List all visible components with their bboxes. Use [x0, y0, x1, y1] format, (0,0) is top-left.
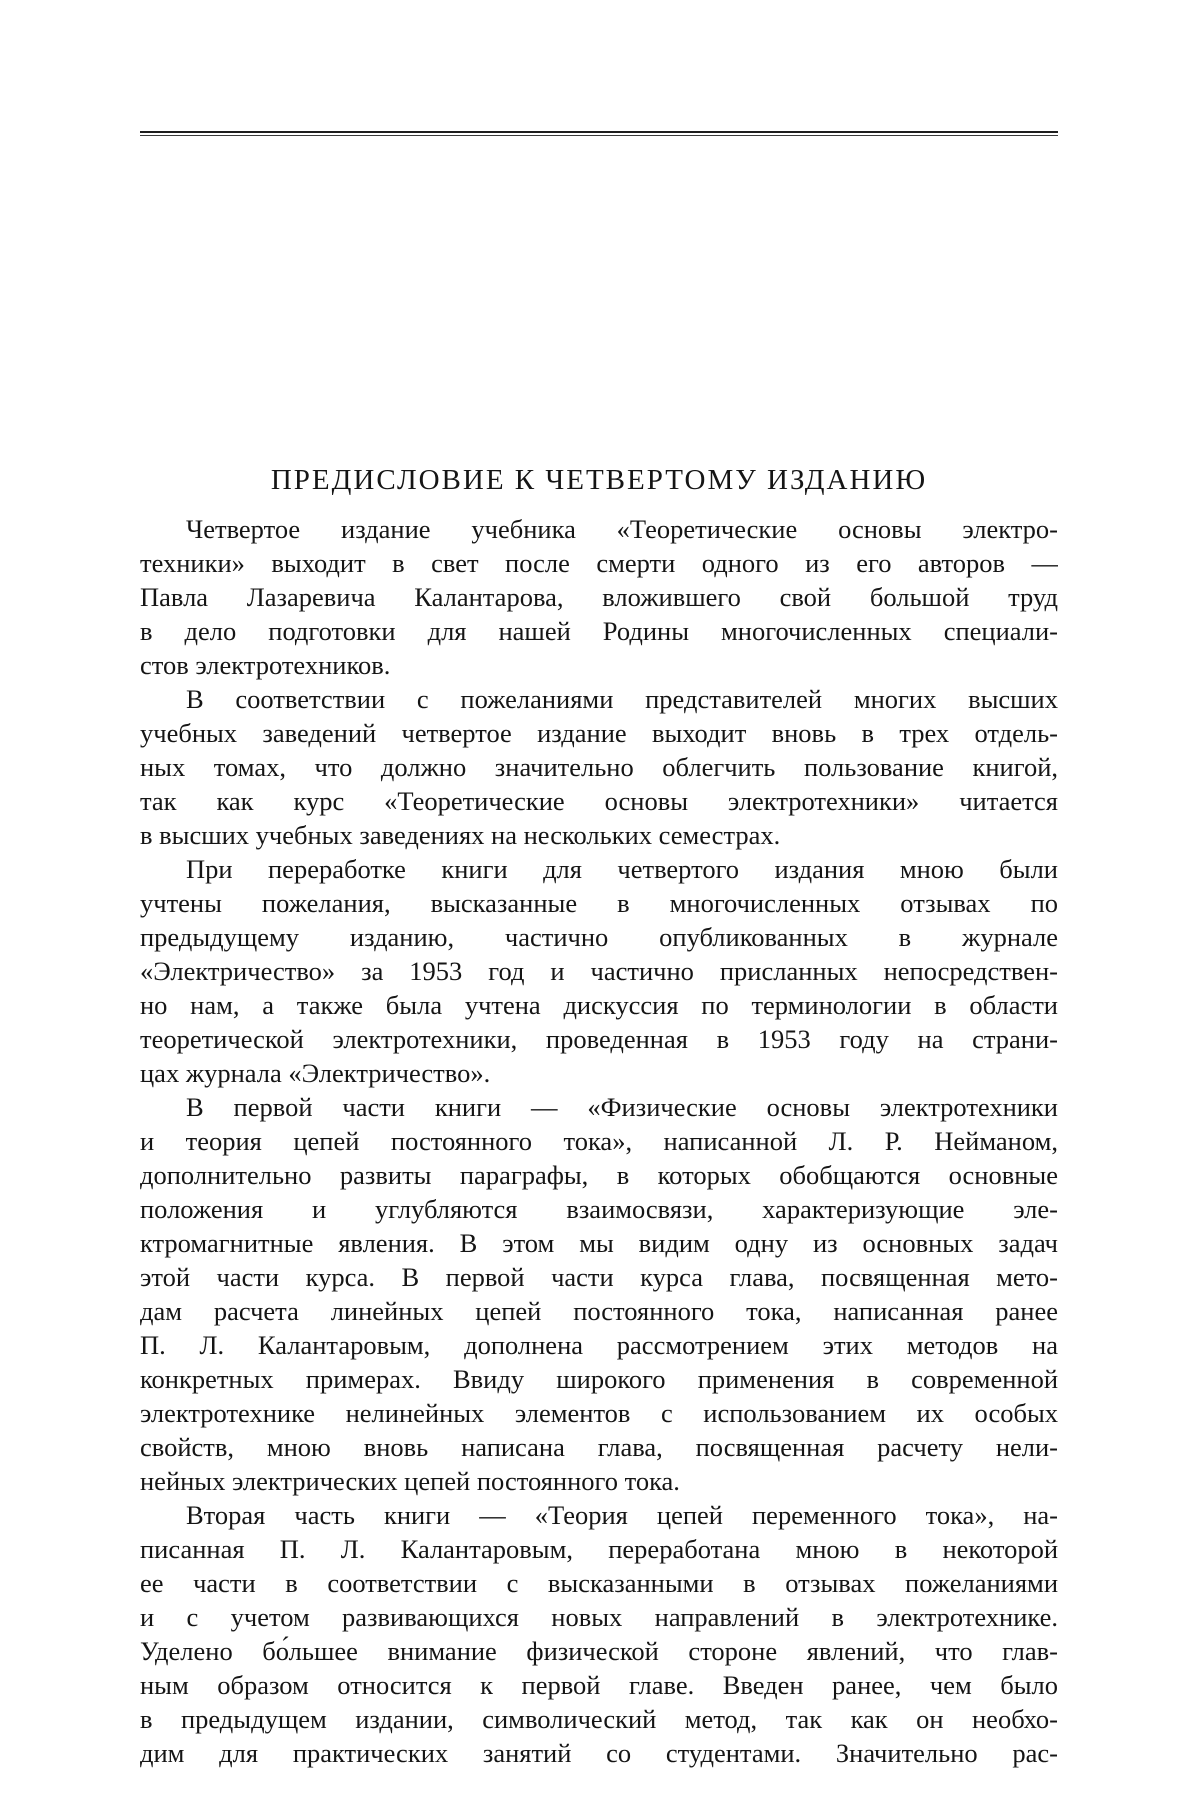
- text-line: техники» выходит в свет после смерти одного из его авторов —: [140, 548, 1058, 578]
- text-line: так как курс «Теоретические основы электротехники» читается: [140, 786, 1058, 816]
- text-line: в предыдущем издании, символический метод, так как он необхо-: [140, 1704, 1058, 1734]
- text-line: но нам, а также была учтена дискуссия по терминологии в области: [140, 990, 1058, 1020]
- text-line: конкретных примерах. Ввиду широкого применения в современной: [140, 1364, 1058, 1394]
- text-line: «Электричество» за 1953 год и частично присланных непосредствен-: [140, 956, 1058, 986]
- text-line: и теория цепей постоянного тока», написанной Л. Р. Нейманом,: [140, 1126, 1058, 1156]
- text-line: учтены пожелания, высказанные в многочисленных отзывах по: [140, 888, 1058, 918]
- text-line: писанная П. Л. Калантаровым, переработана мною в некоторой: [140, 1534, 1058, 1564]
- text-line: свойств, мною вновь написана глава, посвященная расчету нели-: [140, 1432, 1058, 1462]
- text-line: П. Л. Калантаровым, дополнена рассмотрением этих методов на: [140, 1330, 1058, 1360]
- text-line: нейных электрических цепей постоянного тока.: [140, 1466, 680, 1496]
- text-line: При переработке книги для четвертого издания мною были: [186, 854, 1058, 884]
- text-line: Павла Лазаревича Калантарова, вложившего свой большой труд: [140, 582, 1058, 612]
- text-line: и с учетом развивающихся новых направлений в электротехнике.: [140, 1602, 1058, 1632]
- text-line: Уделено бо́льшее внимание физической стороне явлений, что глав-: [140, 1636, 1058, 1666]
- text-line: в высших учебных заведениях на нескольких семестрах.: [140, 820, 781, 850]
- rule-line-thick: [140, 131, 1058, 133]
- text-line: Четвертое издание учебника «Теоретические основы электро-: [186, 514, 1058, 544]
- text-line: предыдущему изданию, частично опубликованных в журнале: [140, 922, 1058, 952]
- text-line: стов электротехников.: [140, 650, 391, 680]
- text-line: Вторая часть книги — «Теория цепей переменного тока», на-: [186, 1500, 1058, 1530]
- text-line: теоретической электротехники, проведенная в 1953 году на страни-: [140, 1024, 1058, 1054]
- rule-line-thin: [140, 135, 1058, 136]
- top-rule: [140, 130, 1058, 138]
- text-line: дим для практических занятий со студентами. Значительно рас-: [140, 1738, 1058, 1768]
- page-title: ПРЕДИСЛОВИЕ К ЧЕТВЕРТОМУ ИЗДАНИЮ: [270, 464, 928, 496]
- text-line: учебных заведений четвертое издание выходит вновь в трех отдель-: [140, 718, 1058, 748]
- text-line: ных томах, что должно значительно облегчить пользование книгой,: [140, 752, 1058, 782]
- text-line: дополнительно развиты параграфы, в которых обобщаются основные: [140, 1160, 1058, 1190]
- text-line: ее части в соответствии с высказанными в отзывах пожеланиями: [140, 1568, 1058, 1598]
- text-line: В первой части книги — «Физические основы электротехники: [186, 1092, 1058, 1122]
- text-line: дам расчета линейных цепей постоянного тока, написанная ранее: [140, 1296, 1058, 1326]
- text-line: ктромагнитные явления. В этом мы видим одну из основных задач: [140, 1228, 1058, 1258]
- body-text: [140, 512, 1058, 1770]
- text-line: в дело подготовки для нашей Родины многочисленных специали-: [140, 616, 1058, 646]
- text-line: ным образом относится к первой главе. Введен ранее, чем было: [140, 1670, 1058, 1700]
- text-line: электротехнике нелинейных элементов с использованием их особых: [140, 1398, 1058, 1428]
- text-line: положения и углубляются взаимосвязи, характеризующие эле-: [140, 1194, 1058, 1224]
- text-line: цах журнала «Электричество».: [140, 1058, 491, 1088]
- text-line: В соответствии с пожеланиями представителей многих высших: [186, 684, 1058, 714]
- text-line: этой части курса. В первой части курса глава, посвященная мето-: [140, 1262, 1058, 1292]
